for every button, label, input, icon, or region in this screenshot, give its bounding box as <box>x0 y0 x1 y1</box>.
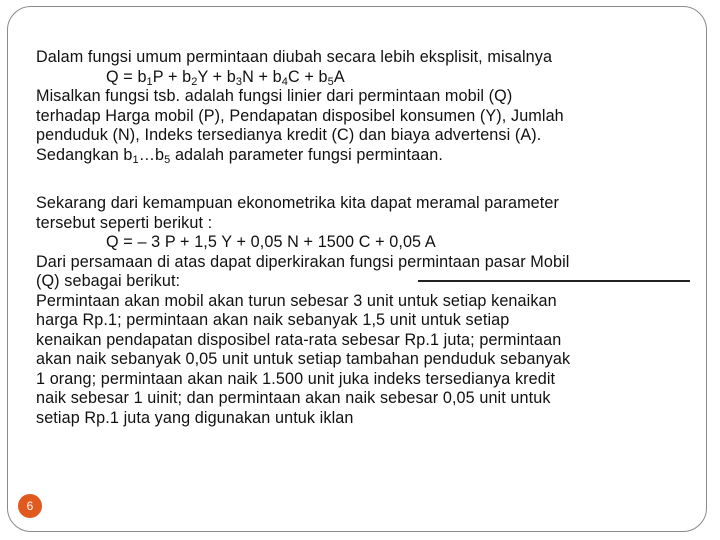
underline-decoration <box>418 280 690 282</box>
paragraph-demand-function <box>36 48 696 165</box>
parameter-line: Sedangkan $b_1\dots b_5$ adalah parameter fungsi permintaan. <box>36 145 443 166</box>
text-line: Misalkan fungsi tsb. adalah fungsi linier dari permintaan mobil (Q) <box>36 87 513 105</box>
text-line: penduduk (N), Indeks tersedianya kredit (C) dan biaya advertensi (A). <box>36 126 542 144</box>
text-line: akan naik sebanyak 0,05 unit untuk setiap tambahan penduduk sebanyak <box>36 350 571 368</box>
text-line: setiap Rp.1 juta yang digunakan untuk iklan <box>36 408 354 427</box>
text-line: kenaikan pendapatan disposibel rata-rata sebesar Rp.1 juta; permintaan <box>36 330 562 349</box>
text-line: Dari persamaan di atas dapat diperkirakan fungsi permintaan pasar Mobil <box>36 252 570 271</box>
text-line: Permintaan akan mobil akan turun sebesar 3 unit untuk setiap kenaikan <box>36 291 557 310</box>
text-line: tersebut seperti berikut : <box>36 213 213 232</box>
text-line: terhadap Harga mobil (P), Pendapatan disposibel konsumen (Y), Jumlah <box>36 106 564 125</box>
intro-line: Dalam fungsi umum permintaan diubah secara lebih eksplisit, misalnya <box>36 48 553 66</box>
estimated-equation: Q = – 3 P + 1,5 Y + 0,05 N + 1500 C + 0,05 A <box>106 233 436 251</box>
page-number-badge: 6 <box>18 494 42 518</box>
paragraph-estimation <box>36 194 696 428</box>
text-line: (Q) sebagai berikut: <box>36 272 181 290</box>
text-line: 1 orang; permintaan akan naik 1.500 unit juka indeks tersedianya kredit <box>36 369 556 388</box>
general-equation: $Q = b_1P + b_2Y + b_3N + b_4C + b_5A$ <box>106 67 345 88</box>
text-line: naik sebesar 1 uinit; dan permintaan akan naik sebesar 0,05 unit untuk <box>36 389 551 407</box>
text-line: Sekarang dari kemampuan ekonometrika kita dapat meramal parameter <box>36 194 559 212</box>
text-line: harga Rp.1; permintaan akan naik sebanyak 1,5 unit untuk setiap <box>36 311 510 329</box>
